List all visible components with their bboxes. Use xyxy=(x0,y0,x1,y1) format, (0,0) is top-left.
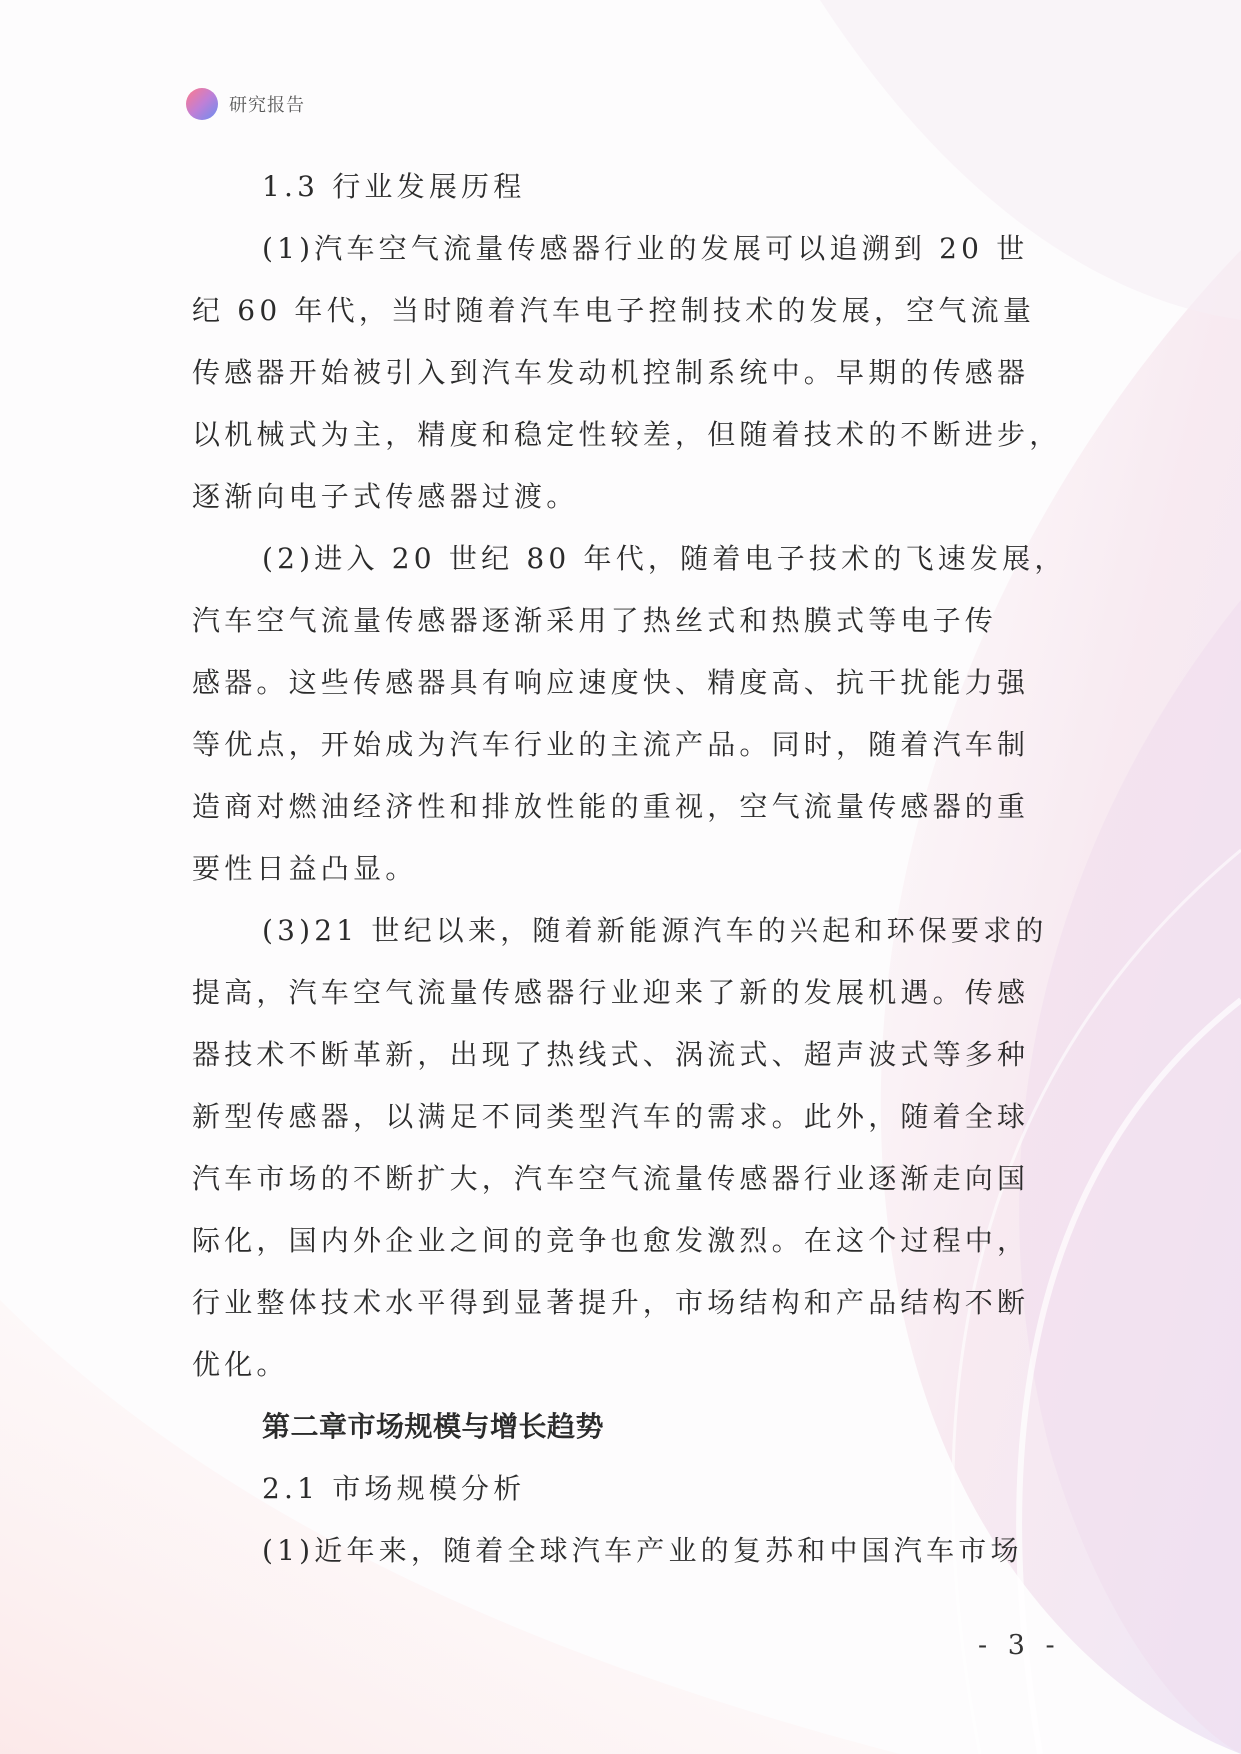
paragraph-line: 以机械式为主，精度和稳定性较差，但随着技术的不断进步， xyxy=(192,418,1062,451)
chapter-heading: 第二章市场规模与增长趋势 xyxy=(262,1410,605,1443)
paragraph-line: 纪 60 年代，当时随着汽车电子控制技术的发展，空气流量 xyxy=(192,294,1036,327)
paragraph-line: (2)进入 20 世纪 80 年代，随着电子技术的飞速发展， xyxy=(262,542,1067,575)
paragraph-line: 逐渐向电子式传感器过渡。 xyxy=(192,480,579,513)
paragraph-line: 优化。 xyxy=(192,1348,289,1381)
paragraph-line: (1)汽车空气流量传感器行业的发展可以追溯到 20 世 xyxy=(262,232,1029,265)
paragraph-line: 汽车市场的不断扩大，汽车空气流量传感器行业逐渐走向国 xyxy=(192,1162,1030,1195)
page-number: - 3 - xyxy=(978,1630,1061,1661)
paragraph-line: (1)近年来，随着全球汽车产业的复苏和中国汽车市场 xyxy=(262,1534,1023,1567)
paragraph-line: (3)21 世纪以来，随着新能源汽车的兴起和环保要求的 xyxy=(262,914,1048,947)
paragraph-line: 感器。这些传感器具有响应速度快、精度高、抗干扰能力强 xyxy=(192,666,1030,699)
paragraph-line: 等优点，开始成为汽车行业的主流产品。同时，随着汽车制 xyxy=(192,728,1030,761)
paragraph-line: 要性日益凸显。 xyxy=(192,852,418,885)
paragraph-line: 传感器开始被引入到汽车发动机控制系统中。早期的传感器 xyxy=(192,356,1030,389)
header-label: 研究报告 xyxy=(229,95,305,116)
section-heading-2-1: 2.1 市场规模分析 xyxy=(262,1472,526,1505)
paragraph-line: 际化，国内外企业之间的竞争也愈发激烈。在这个过程中， xyxy=(192,1224,1030,1257)
page-header xyxy=(186,88,305,120)
report-logo-icon xyxy=(186,88,218,120)
paragraph-line: 汽车空气流量传感器逐渐采用了热丝式和热膜式等电子传 xyxy=(192,604,998,637)
paragraph-line: 行业整体技术水平得到显著提升，市场结构和产品结构不断 xyxy=(192,1286,1030,1319)
paragraph-line: 器技术不断革新，出现了热线式、涡流式、超声波式等多种 xyxy=(192,1038,1030,1071)
paragraph-line: 造商对燃油经济性和排放性能的重视，空气流量传感器的重 xyxy=(192,790,1030,823)
document-body xyxy=(192,156,1067,1582)
paragraph-line: 提高，汽车空气流量传感器行业迎来了新的发展机遇。传感 xyxy=(192,976,1030,1009)
paragraph-line: 新型传感器，以满足不同类型汽车的需求。此外，随着全球 xyxy=(192,1100,1030,1133)
section-heading-1-3: 1.3 行业发展历程 xyxy=(262,170,526,203)
